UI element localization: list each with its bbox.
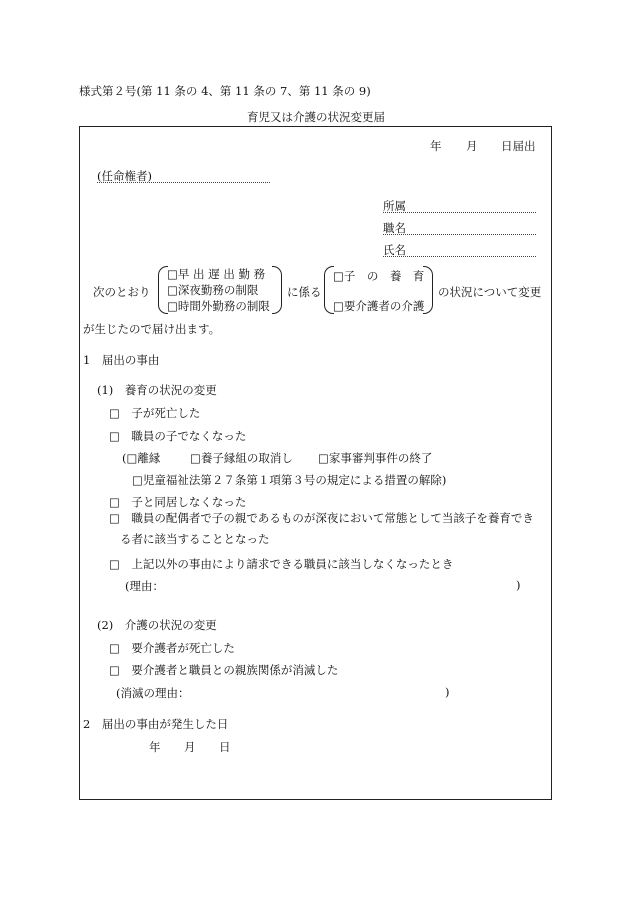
item-child-died bbox=[109, 405, 200, 421]
item-not-cohabiting-label: 子と同居しなくなった bbox=[131, 495, 247, 509]
date-day-submit-label: 日届出 bbox=[501, 139, 536, 153]
item-kinship-ended bbox=[109, 662, 338, 678]
appointer-label: (任命権者) bbox=[97, 169, 152, 183]
work-option-early-late-label: 早 出 遅 出 勤 務 bbox=[177, 267, 266, 281]
reason-adoption-cancel-label: 養子縁組の取消し bbox=[200, 451, 293, 465]
item-care-person-died bbox=[109, 640, 235, 656]
reason-divorce-label: 離縁 bbox=[137, 451, 161, 465]
item-not-child bbox=[109, 428, 246, 444]
item-not-child-label: 職員の子でなくなった bbox=[131, 429, 247, 443]
statement-continuation: が生じたので届け出ます。 bbox=[83, 322, 221, 336]
checkbox-care-person-died[interactable]: □ bbox=[109, 641, 120, 655]
care-option-childcare-label: 子 の 養 育 bbox=[343, 269, 425, 283]
reasons-close-paren: ) bbox=[441, 473, 447, 487]
item-child-died-label: 子が死亡した bbox=[131, 406, 201, 420]
reason-child-welfare-label: 児童福祉法第２７条第１項第３号の規定による措置の解除 bbox=[142, 473, 442, 487]
statement-prefix: 次のとおり bbox=[93, 285, 151, 299]
checkbox-other-reason[interactable]: □ bbox=[109, 557, 120, 571]
statement-suffix: の状況について変更 bbox=[438, 285, 542, 299]
position-label: 職名 bbox=[383, 221, 406, 235]
work-option-night-label: 深夜勤務の制限 bbox=[177, 283, 259, 297]
work-option-overtime bbox=[167, 298, 270, 314]
reason-family-court-label: 家事審判事件の終了 bbox=[328, 451, 433, 465]
item-kinship-ended-label: 要介護者と職員との親族関係が消滅した bbox=[131, 663, 339, 677]
reasons-row2 bbox=[132, 472, 446, 488]
care-option-nursing-label: 要介護者の介護 bbox=[343, 299, 425, 313]
name-dotted-line bbox=[383, 256, 536, 257]
checkbox-family-court[interactable]: □ bbox=[318, 451, 329, 465]
date-month-label: 月 bbox=[466, 139, 478, 153]
work-options-close-bracket bbox=[272, 266, 282, 314]
checkbox-kinship-ended[interactable]: □ bbox=[109, 663, 120, 677]
reason-adoption-cancel bbox=[190, 450, 293, 466]
statement-middle: に係る bbox=[287, 285, 322, 299]
checkbox-not-cohabiting[interactable]: □ bbox=[109, 495, 120, 509]
work-option-early-late bbox=[167, 266, 265, 282]
affiliation-dotted-line bbox=[383, 212, 536, 213]
care-option-childcare bbox=[333, 268, 424, 284]
extinction-reason-close-paren: ) bbox=[445, 685, 450, 699]
extinction-reason-label: (消滅の理由： bbox=[116, 686, 190, 700]
item-spouse-can-care bbox=[109, 510, 534, 526]
checkbox-spouse-can-care[interactable]: □ bbox=[109, 511, 120, 525]
reason-close-paren: ) bbox=[516, 578, 521, 592]
occurrence-month-label: 月 bbox=[184, 740, 196, 754]
form-number: 様式第２号(第 11 条の 4、第 11 条の 7、第 11 条の 9) bbox=[79, 84, 371, 98]
reasons-row1 bbox=[122, 450, 160, 466]
care-options-close-bracket bbox=[423, 266, 433, 314]
reasons-open-paren: ( bbox=[122, 451, 127, 465]
care-option-nursing bbox=[333, 298, 424, 314]
checkbox-overtime-limit[interactable]: □ bbox=[167, 299, 178, 313]
work-option-overtime-label: 時間外勤務の制限 bbox=[177, 299, 270, 313]
occurrence-year-label: 年 bbox=[149, 740, 161, 754]
date-year-label: 年 bbox=[430, 139, 442, 153]
name-label: 氏名 bbox=[383, 243, 406, 257]
item-spouse-can-care-line2: る者に該当することとなった bbox=[120, 532, 270, 546]
checkbox-child-died[interactable]: □ bbox=[109, 406, 120, 420]
checkbox-early-late[interactable]: □ bbox=[167, 267, 178, 281]
work-option-night bbox=[167, 282, 258, 298]
section1-sub2-heading: (2) 介護の状況の変更 bbox=[97, 618, 217, 632]
affiliation-label: 所属 bbox=[383, 199, 406, 213]
section1-heading: 1 届出の事由 bbox=[83, 353, 160, 367]
occurrence-day-label: 日 bbox=[219, 740, 231, 754]
checkbox-child-welfare[interactable]: □ bbox=[132, 473, 143, 487]
reason-input[interactable] bbox=[170, 578, 510, 592]
position-dotted-line bbox=[383, 234, 536, 235]
section1-sub1-heading: (1) 養育の状況の変更 bbox=[97, 383, 217, 397]
extinction-reason-input[interactable] bbox=[190, 685, 440, 699]
section2-heading: 2 届出の事由が発生した日 bbox=[83, 717, 229, 731]
reason-label: (理由： bbox=[125, 579, 164, 593]
appointer-dotted-line bbox=[97, 182, 270, 183]
item-other-reason-label: 上記以外の事由により請求できる職員に該当しなくなったとき bbox=[131, 557, 454, 571]
item-care-person-died-label: 要介護者が死亡した bbox=[131, 641, 235, 655]
checkbox-night-limit[interactable]: □ bbox=[167, 283, 178, 297]
item-not-cohabiting bbox=[109, 494, 246, 510]
form-title: 育児又は介護の状況変更届 bbox=[247, 110, 385, 124]
checkbox-divorce[interactable]: □ bbox=[126, 451, 138, 465]
checkbox-not-child[interactable]: □ bbox=[109, 429, 120, 443]
item-spouse-can-care-label: 職員の配偶者で子の親であるものが深夜において常態として当該子を養育でき bbox=[131, 511, 534, 525]
checkbox-adoption-cancel[interactable]: □ bbox=[190, 451, 201, 465]
checkbox-childcare[interactable]: □ bbox=[333, 269, 344, 283]
checkbox-nursing[interactable]: □ bbox=[333, 299, 344, 313]
reason-family-court bbox=[318, 450, 432, 466]
item-other-reason bbox=[109, 556, 453, 572]
